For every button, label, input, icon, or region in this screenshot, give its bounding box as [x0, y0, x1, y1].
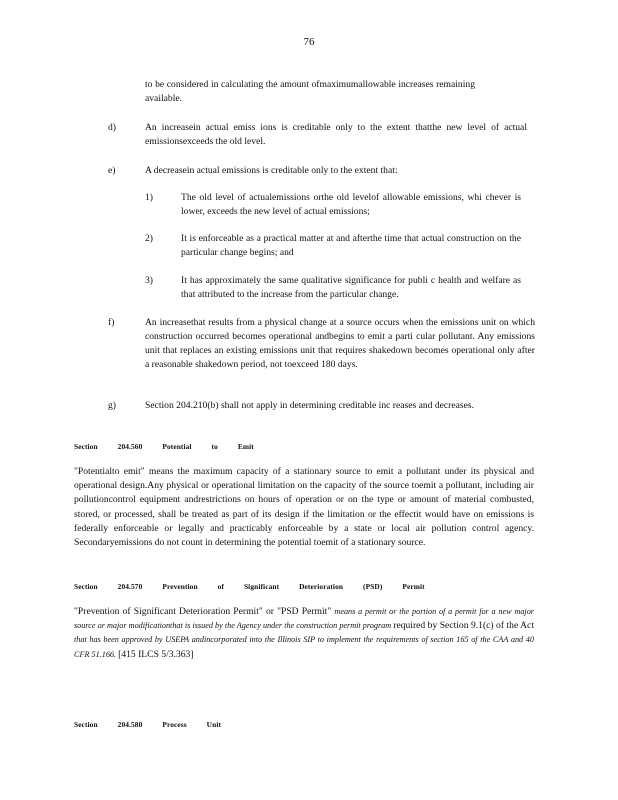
psd-citation: [415 ILCS 5/3.363]	[118, 648, 194, 660]
heading-word: Permit	[402, 582, 425, 591]
heading-word: Section	[74, 442, 98, 451]
section-580-heading	[74, 720, 239, 730]
psd-definition-statutory: required by Section 9.1(c) of the Act	[393, 620, 534, 632]
item-e-text: A decreasein actual emissions is creditable only to the extent that:	[145, 165, 398, 176]
psd-definition-italic-2: that has been approved by USEPA andincorporated into the Illinois SIP to implement the requirements of section 165 of the CAA and 40 CFR 51.166.	[74, 635, 534, 659]
subitem-3-label: 3)	[145, 275, 153, 286]
item-f-label: f)	[108, 317, 115, 328]
heading-word: Process	[162, 720, 187, 729]
heading-word: of	[217, 582, 225, 591]
item-d-label: d)	[108, 122, 116, 133]
item-g-label: g)	[108, 400, 116, 411]
heading-word: to	[211, 442, 218, 451]
paragraph-psd-permit	[74, 605, 534, 662]
continuation-text: to be considered in calculating the amount ofmaximumallowable increases remaining available.	[145, 79, 475, 104]
heading-word: (PSD)	[363, 582, 383, 591]
heading-word: Potential	[162, 442, 192, 451]
subitem-2-text: It is enforceable as a practical matter at and afterthe time that actual construction on the particular change begins; and	[181, 233, 521, 258]
psd-definition-italic: means a permit or the portion of a permit for a new major source or major modificationthat is issued by the Agency under the construction permit program	[74, 607, 534, 631]
heading-word: 204.580	[117, 720, 143, 729]
subitem-1-label: 1)	[145, 192, 153, 203]
section-560-heading	[74, 442, 272, 452]
section-570-heading	[74, 582, 443, 592]
psd-definition-term: "Prevention of Significant Deterioration Permit" or "PSD Permit"	[74, 606, 335, 617]
heading-word: 204.570	[117, 582, 143, 591]
item-e-label: e)	[108, 165, 116, 176]
paragraph-potential-to-emit: "Potentialto emit" means the maximum capacity of a stationary source to emit a pollutant under its physical and operational design.Any physical or operational limitation on the capacity of the source toemit a pollutant, including air pollutioncontrol equipment andrestrictions on hours of operation or on the type or amount of material combusted, stored, or processed, shall be treated as part of its design if the limitation or the effectit would have on emissions is federally enforceable or legally and practicably enforceable by a state or local air pollution control agency. Secondaryemissions do not count in determining the potential toemit of a stationary source.	[74, 466, 534, 549]
heading-word: Deterioration	[299, 582, 344, 591]
heading-word: Section	[74, 582, 98, 591]
subitem-1-text: The old level of actualemissions orthe old levelof allowable emissions, whi chever is lower, exceeds the new level of actual emissions;	[181, 192, 521, 217]
subitem-2-label: 2)	[145, 233, 153, 244]
page-number: 76	[303, 36, 315, 48]
heading-word: Emit	[237, 442, 254, 451]
heading-word: Significant	[243, 582, 280, 591]
subitem-3-text: It has approximately the same qualitative significance for publi c health and welfare as that attributed to the increase from the particular change.	[181, 275, 521, 300]
heading-word: Section	[74, 720, 98, 729]
heading-word: Unit	[206, 720, 222, 729]
heading-word: Prevention	[162, 582, 198, 591]
item-g-text: Section 204.210(b) shall not apply in determining creditable inc reases and decreases.	[145, 400, 475, 411]
item-f-text: An increasethat results from a physical change at a source occurs when the emissions unit on which construction occurred becomes operational andbegins to emit a parti cular pollutant. Any emissions unit that replaces an existing emissions unit that requires shakedown becomes operational only after a reasonable shakedown period, not toexceed 180 days.	[145, 317, 535, 370]
item-d-text: An increasein actual emiss ions is creditable only to the extent thatthe new level of actual emissionsexceeds the old level.	[145, 122, 527, 147]
heading-word: 204.560	[117, 442, 143, 451]
